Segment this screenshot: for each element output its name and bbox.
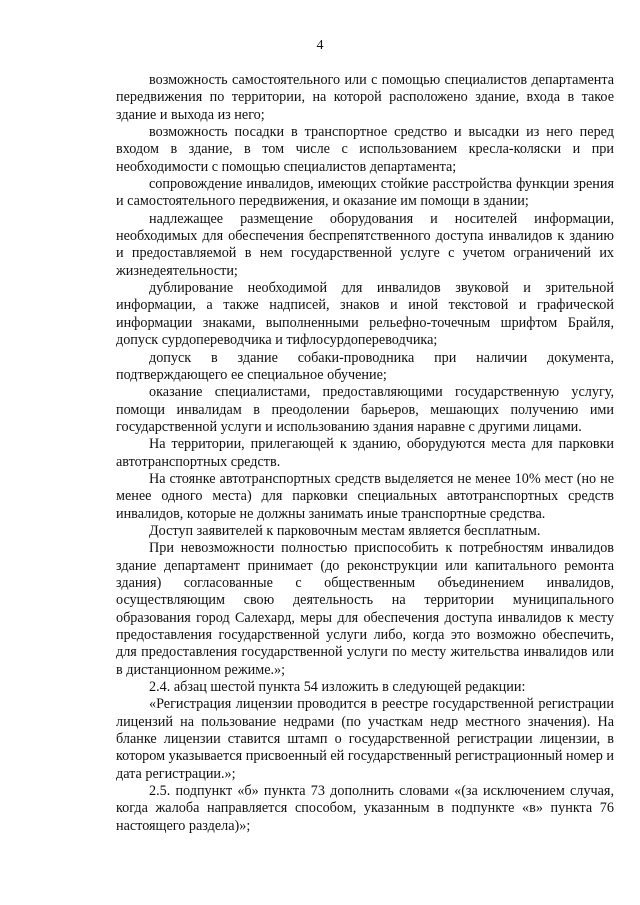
page-number: 4 bbox=[316, 38, 324, 53]
paragraph-building-adaptation: При невозможности полностью приспособить к потребностям инвалидов здание департамент принимает (до реконструкции или капитального ремонта здания) согласованные с общественным объединением инвалидов, осуществляющим свою деятельность на территории муниципального образования город Салехард, меры для обеспечения доступа инвалидов к месту предоставления государственной услуги либо, когда это возможно обеспечить, для предоставления государственной услуги по месту жительства инвалидов или в дистанционном режиме.»; bbox=[116, 540, 614, 678]
paragraph-parking-share: На стоянке автотранспортных средств выделяется не менее 10% мест (но не менее одного места) для парковки специальных автотранспортных средств инвалидов, которые не должны занимать иные транспортные средства. bbox=[116, 470, 614, 522]
document-body bbox=[116, 72, 614, 835]
paragraph-boarding-vehicle: возможность посадки в транспортное средство и высадки из него перед входом в здание, в том числе с использованием кресла-коляски и при необходимости с помощью специалистов департамента; bbox=[116, 124, 614, 175]
paragraph-specialist-assistance: оказание специалистами, предоставляющими государственную услугу, помощи инвалидам в преодолении барьеров, мешающих получению ими государственной услуги и использованию здания наравне с другими лицами. bbox=[116, 384, 614, 435]
paragraph-item-2-4: 2.4. абзац шестой пункта 54 изложить в следующей редакции: bbox=[149, 679, 526, 696]
paragraph-information-duplication: дублирование необходимой для инвалидов звуковой и зрительной информации, а также надписей, знаков и иной текстовой и графической информации знаками, выполненными рельефно-точечным шрифтом Брайля, допуск сурдопереводчика и тифлосурдопереводчика; bbox=[116, 280, 614, 349]
paragraph-equipment-placement: надлежащее размещение оборудования и носителей информации, необходимых для обеспечения беспрепятственного доступа инвалидов к зданию и предоставляемой в нем государственной услуге с учетом ограничений их жизнедеятельности; bbox=[116, 210, 614, 279]
paragraph-item-2-5: 2.5. подпункт «б» пункта 73 дополнить словами «(за исключением случая, когда жалоба направляется способом, указанным в подпункте «в» пункта 76 настоящего раздела)»; bbox=[116, 783, 614, 834]
paragraph-escort: сопровождение инвалидов, имеющих стойкие расстройства функции зрения и самостоятельного передвижения, и оказание им помощи в здании; bbox=[116, 176, 614, 210]
paragraph-parking-territory: На территории, прилегающей к зданию, оборудуются места для парковки автотранспортных средств. bbox=[116, 436, 614, 470]
paragraph-access-independent: возможность самостоятельного или с помощью специалистов департамента передвижения по территории, на которой расположено здание, входа в такое здание и выхода из него; bbox=[116, 72, 614, 123]
paragraph-license-registration: «Регистрация лицензии проводится в реестре государственной регистрации лицензий на пользование недрами (по участкам недр местного значения). На бланке лицензии ставится штамп о государственной регистрации лицензии, в котором указывается присвоенный ей государственный регистрационный номер и дата регистрации.»; bbox=[116, 696, 614, 782]
paragraph-parking-free: Доступ заявителей к парковочным местам является бесплатным. bbox=[149, 522, 541, 539]
paragraph-guide-dog: допуск в здание собаки-проводника при наличии документа, подтверждающего ее специальное обучение; bbox=[116, 349, 614, 383]
